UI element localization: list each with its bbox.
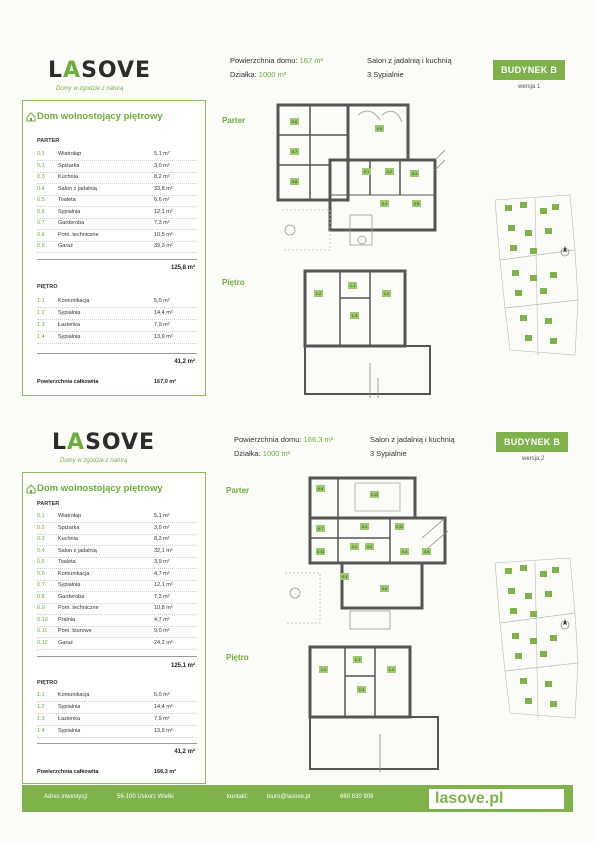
footer-bar xyxy=(22,785,573,812)
plot-marker xyxy=(515,290,522,296)
upper-floor-label: Piętro xyxy=(222,278,245,287)
plot-marker xyxy=(545,591,552,597)
room-name: Sypialnia xyxy=(58,728,81,734)
room-number: 0.5 xyxy=(37,559,45,565)
room-name: Spiżarka xyxy=(58,524,80,531)
room-tag-label: 1.4 xyxy=(383,291,390,296)
room-tag-label: 0.5 xyxy=(423,549,430,554)
plot-marker xyxy=(512,633,519,639)
room-area: 3,0 m² xyxy=(154,162,170,169)
room-row xyxy=(37,571,197,581)
lasove-logo: LASOVE xyxy=(52,430,156,455)
room-number: 0.4 xyxy=(37,185,45,192)
room-area: 10,8 m² xyxy=(154,605,173,611)
room-area: 7,9 m² xyxy=(154,716,170,722)
plot-marker xyxy=(508,225,515,231)
variant-1-section xyxy=(0,0,595,410)
room-number: 1.3 xyxy=(37,716,45,722)
plot-marker xyxy=(530,275,537,281)
upper-floor-subtotal: 41,2 m² xyxy=(174,749,195,755)
ground-floor-subtotal: 125,1 m² xyxy=(170,663,195,669)
house-icon xyxy=(26,112,36,122)
room-name: Komunikacja xyxy=(58,570,90,577)
divider xyxy=(37,353,197,354)
room-row xyxy=(37,559,197,569)
room-tag-label: 0.9 xyxy=(361,524,368,529)
room-tag-label: 0.4 xyxy=(381,201,388,206)
room-number: 0.6 xyxy=(37,570,45,577)
room-row xyxy=(37,582,197,592)
plot-marker xyxy=(530,638,537,644)
room-tag-label: 0.7 xyxy=(317,526,324,531)
room-name: Sypialnia xyxy=(58,310,81,316)
room-number: 0.12 xyxy=(37,639,48,646)
plot-marker xyxy=(540,288,547,294)
plot-marker xyxy=(550,272,557,278)
version-label: wersja 2 xyxy=(522,456,545,462)
plot-marker xyxy=(505,205,512,211)
room-number: 1.3 xyxy=(37,322,45,328)
room-name: Wiatrołap xyxy=(58,513,82,519)
room-number: 0.5 xyxy=(37,197,45,203)
room-number: 0.3 xyxy=(37,536,45,542)
plot-marker xyxy=(515,653,522,659)
room-name: Garderoba xyxy=(58,220,85,226)
room-schedule-card xyxy=(22,100,206,396)
plot-area: Działka: 1000 m² xyxy=(230,70,287,79)
room-row xyxy=(37,692,197,702)
room-area: 5,1 m² xyxy=(154,151,170,157)
room-tag-label: 0.6 xyxy=(381,586,388,591)
room-tag-label: 1.1 xyxy=(349,283,356,288)
room-row xyxy=(37,310,197,320)
room-name: Toaleta xyxy=(58,559,76,565)
room-area: 9,0 m² xyxy=(154,628,170,634)
room-number: 0.8 xyxy=(37,231,45,238)
room-number: 1.4 xyxy=(37,728,45,734)
room-area: 14,4 m² xyxy=(154,310,173,316)
upper-floor-label: Piętro xyxy=(226,653,249,662)
total-area-label: Powierzchnia całkowita xyxy=(37,379,99,385)
room-area: 5,0 m² xyxy=(154,298,170,304)
room-number: 0.3 xyxy=(37,174,45,180)
ground-floor-label: Parter xyxy=(226,486,250,495)
room-area: 8,2 m² xyxy=(154,536,170,542)
room-name: Sypialnia xyxy=(58,208,81,215)
plot-marker xyxy=(545,228,552,234)
ground-floor-plan xyxy=(280,473,450,633)
room-name: Salon z jadalnią xyxy=(58,547,97,554)
room-row xyxy=(37,513,197,523)
plot-marker xyxy=(525,593,532,599)
plot-marker xyxy=(540,571,547,577)
room-tag-label: 0.10 xyxy=(395,524,404,529)
room-row xyxy=(37,704,197,714)
room-row xyxy=(37,243,197,253)
room-row xyxy=(37,617,197,627)
room-number: 0.6 xyxy=(37,208,45,215)
room-row xyxy=(37,232,197,242)
room-area: 13,9 m² xyxy=(154,728,173,734)
plot-area: Działka: 1000 m² xyxy=(234,449,291,458)
plot-marker xyxy=(540,651,547,657)
room-tag-label: 0.8 xyxy=(291,179,298,184)
ground-floor-plan xyxy=(270,100,445,260)
divider xyxy=(37,259,197,260)
room-number: 0.7 xyxy=(37,582,45,588)
address-value: 56-100 Uskorz Wielki xyxy=(117,794,174,800)
room-row xyxy=(37,728,197,738)
room-number: 0.1 xyxy=(37,151,45,157)
card-title: Dom wolnostojący piętrowy xyxy=(37,483,163,494)
room-name: Spiżarka xyxy=(58,162,80,169)
room-name: Komunikacja xyxy=(58,692,90,698)
room-schedule-card xyxy=(22,472,206,784)
ground-floor-heading: PARTER xyxy=(37,501,60,507)
plot-marker xyxy=(520,565,527,571)
feature-bedrooms: 3 Sypialnie xyxy=(367,70,404,79)
room-tag-label: 1.1 xyxy=(354,657,361,662)
room-area: 12,1 m² xyxy=(154,208,173,215)
feature-living: Salon z jadalnią i kuchnią xyxy=(367,56,452,65)
room-number: 0.1 xyxy=(37,513,45,519)
building-badge: BUDYNEK B xyxy=(496,432,568,452)
room-tag-label: 0.5 xyxy=(413,201,420,206)
variant-2-section xyxy=(0,418,595,783)
room-name: Garaż xyxy=(58,639,73,646)
plot-marker xyxy=(510,608,517,614)
room-number: 1.1 xyxy=(37,692,45,698)
room-name: Pralnia xyxy=(58,616,76,623)
room-row xyxy=(37,716,197,726)
lasove-logo: LASOVE xyxy=(48,58,152,83)
room-area: 4,7 m² xyxy=(154,570,170,577)
house-area: Powierzchnia domu: 166,3 m² xyxy=(234,435,334,444)
site-map xyxy=(490,190,580,360)
brand-tagline: Domy w zgodzie z naturą xyxy=(56,86,124,92)
feature-bedrooms: 3 Sypialnie xyxy=(370,449,407,458)
room-area: 14,4 m² xyxy=(154,704,173,710)
room-row xyxy=(37,220,197,230)
room-row xyxy=(37,536,197,546)
room-number: 1.1 xyxy=(37,298,45,304)
room-number: 0.11 xyxy=(37,628,48,634)
room-area: 10,5 m² xyxy=(154,231,173,238)
room-name: Sypialnia xyxy=(58,334,81,340)
divider xyxy=(37,743,197,744)
room-name: Toaleta xyxy=(58,197,76,203)
room-tag-label: 0.3 xyxy=(411,171,418,176)
room-number: 1.2 xyxy=(37,310,45,316)
upper-floor-subtotal: 41,2 m² xyxy=(174,359,195,365)
plot-marker xyxy=(550,635,557,641)
room-tag-label: 0.12 xyxy=(370,492,379,497)
room-row xyxy=(37,197,197,207)
room-name: Komunikacja xyxy=(58,298,90,304)
plot-marker xyxy=(520,678,527,684)
room-name: Garderoba xyxy=(58,593,85,600)
room-row xyxy=(37,628,197,638)
room-row xyxy=(37,605,197,615)
room-row xyxy=(37,548,197,558)
plot-marker xyxy=(550,338,557,344)
room-area: 6,6 m² xyxy=(154,197,170,203)
upper-floor-heading: PIĘTRO xyxy=(37,680,58,686)
room-name: Sypialnia xyxy=(58,704,81,710)
room-number: 1.2 xyxy=(37,704,45,710)
room-tag-label: 0.6 xyxy=(291,119,298,124)
room-area: 12,1 m² xyxy=(154,582,173,588)
plot-marker xyxy=(552,567,559,573)
plot-marker xyxy=(530,248,537,254)
room-area: 3,0 m² xyxy=(154,524,170,531)
room-tag-label: 0.9 xyxy=(376,126,383,131)
room-area: 7,3 m² xyxy=(154,593,170,600)
room-name: Łazienka xyxy=(58,716,81,722)
room-row xyxy=(37,640,197,650)
website-link[interactable]: lasove.pl xyxy=(429,789,564,809)
room-tag-label: 0.4 xyxy=(401,549,408,554)
room-tag-label: 1.3 xyxy=(358,687,365,692)
room-name: Sypialnia xyxy=(58,582,81,588)
room-tag-label: 1.4 xyxy=(388,667,395,672)
room-tag-label: 0.1 xyxy=(351,544,358,549)
room-name: Salon z jadalnią xyxy=(58,185,97,192)
room-number: 0.9 xyxy=(37,605,45,611)
room-name: Pom. techniczne xyxy=(58,605,99,611)
room-area: 13,9 m² xyxy=(154,334,173,340)
room-area: 5,1 m² xyxy=(154,513,170,519)
house-icon xyxy=(26,484,36,494)
room-tag-label: 1.2 xyxy=(320,667,327,672)
plot-marker xyxy=(540,208,547,214)
room-area: 7,3 m² xyxy=(154,220,170,226)
room-name: Garaż xyxy=(58,243,73,249)
plot-marker xyxy=(525,335,532,341)
plot-marker xyxy=(550,701,557,707)
room-area: 8,2 m² xyxy=(154,174,170,180)
room-name: Pom. biurowe xyxy=(58,628,92,634)
address-label: Adres inwestycji: xyxy=(44,794,89,800)
plot-marker xyxy=(520,202,527,208)
room-number: 0.2 xyxy=(37,162,45,169)
room-name: Łazienka xyxy=(58,322,81,328)
ground-floor-heading: PARTER xyxy=(37,138,60,144)
room-name: Kuchnia xyxy=(58,174,78,180)
room-tag-label: 1.2 xyxy=(315,291,322,296)
building-badge: BUDYNEK B xyxy=(493,60,565,80)
plot-marker xyxy=(510,245,517,251)
room-tag-label: 0.2 xyxy=(386,169,393,174)
room-name: Pom. techniczne xyxy=(58,231,99,238)
plot-marker xyxy=(520,315,527,321)
room-row xyxy=(37,163,197,173)
divider xyxy=(37,656,197,657)
room-tag-label: 0.7 xyxy=(291,149,298,154)
room-number: 0.8 xyxy=(37,593,45,600)
room-row xyxy=(37,174,197,184)
upper-floor-plan xyxy=(305,644,445,774)
plot-marker xyxy=(512,270,519,276)
plot-marker xyxy=(545,681,552,687)
plot-marker xyxy=(525,698,532,704)
version-label: wersja 1 xyxy=(518,84,541,90)
plot-marker xyxy=(505,568,512,574)
plot-marker xyxy=(552,204,559,210)
house-area: Powierzchnia domu: 167 m² xyxy=(230,56,323,65)
room-tag-label: 1.3 xyxy=(351,313,358,318)
room-number: 0.9 xyxy=(37,243,45,249)
room-area: 39,3 m² xyxy=(154,243,173,249)
total-area-label: Powierzchnia całkowita xyxy=(37,769,99,775)
room-name: Wiatrołap xyxy=(58,151,82,157)
brand-tagline: Domy w zgodzie z naturą xyxy=(60,458,128,464)
room-tag-label: 0.3 xyxy=(341,574,348,579)
room-row xyxy=(37,322,197,332)
feature-living: Salon z jadalnią i kuchnią xyxy=(370,435,455,444)
room-name: Kuchnia xyxy=(58,536,78,542)
room-area: 5,0 m² xyxy=(154,692,170,698)
north-arrow-icon xyxy=(561,619,569,629)
room-number: 0.10 xyxy=(37,616,48,623)
plot-marker xyxy=(508,588,515,594)
room-row xyxy=(37,209,197,219)
room-area: 33,8 m² xyxy=(154,185,173,192)
plot-marker xyxy=(530,611,537,617)
room-row xyxy=(37,298,197,308)
room-row xyxy=(37,594,197,604)
site-map xyxy=(490,553,580,723)
room-tag-label: 0.1 xyxy=(363,169,370,174)
room-area: 24,2 m² xyxy=(154,639,173,646)
contact-label: kontakt: xyxy=(227,794,249,800)
room-row xyxy=(37,186,197,196)
room-tag-label: 0.11 xyxy=(316,549,325,554)
room-row xyxy=(37,151,197,161)
room-area: 4,7 m² xyxy=(154,616,170,623)
ground-floor-subtotal: 125,8 m² xyxy=(170,265,195,271)
room-area: 7,9 m² xyxy=(154,322,170,328)
ground-floor-label: Parter xyxy=(222,116,246,125)
phone-number[interactable]: 660 630 909 xyxy=(340,794,374,800)
room-area: 3,9 m² xyxy=(154,559,170,565)
room-tag-label: 0.8 xyxy=(317,486,324,491)
room-number: 1.4 xyxy=(37,334,45,340)
email-link[interactable]: biuro@lasove.pl xyxy=(267,794,311,800)
plot-marker xyxy=(525,230,532,236)
room-area: 32,1 m² xyxy=(154,547,173,554)
room-row xyxy=(37,334,197,344)
room-tag-label: 0.2 xyxy=(366,544,373,549)
upper-floor-plan xyxy=(300,268,440,398)
room-number: 0.2 xyxy=(37,524,45,531)
total-area-value: 167,0 m² xyxy=(154,379,177,385)
room-row xyxy=(37,525,197,535)
upper-floor-heading: PIĘTRO xyxy=(37,284,58,290)
card-title: Dom wolnostojący piętrowy xyxy=(37,111,163,122)
room-number: 0.7 xyxy=(37,220,45,226)
plot-marker xyxy=(545,318,552,324)
total-area-value: 166,3 m² xyxy=(154,769,177,775)
room-number: 0.4 xyxy=(37,547,45,554)
